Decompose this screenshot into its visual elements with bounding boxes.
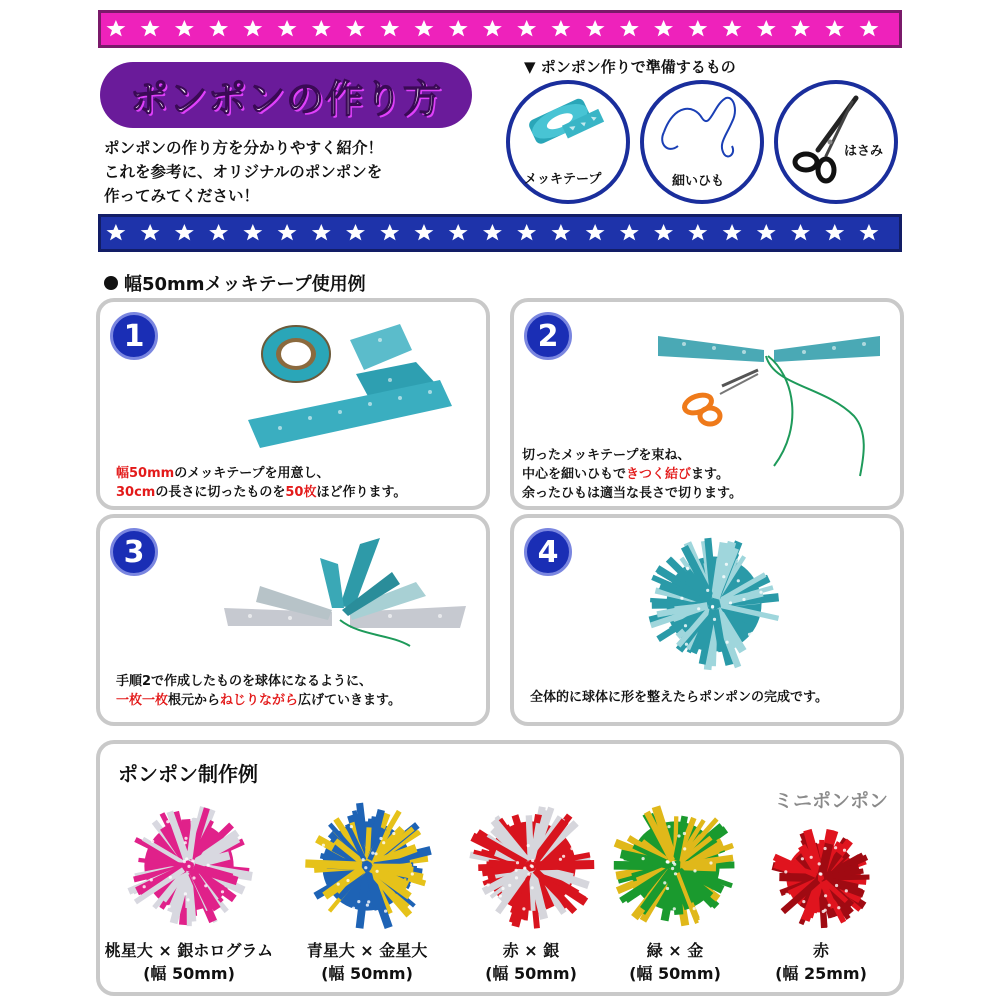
step-number-badge: 2	[524, 312, 572, 360]
section-heading	[104, 270, 366, 296]
step-number-badge: 3	[110, 528, 158, 576]
star-shape	[483, 224, 502, 240]
example-width: (幅 25mm)	[775, 964, 867, 983]
star-shape	[106, 224, 125, 240]
star-shape	[449, 224, 468, 240]
star-shape	[175, 20, 194, 36]
star-shape	[586, 20, 605, 36]
star-shape	[723, 224, 742, 240]
star-shape	[141, 20, 160, 36]
prep-item-label: はさみ	[844, 144, 884, 159]
step-text-segment: 手順2で作成したものを球体になるように、	[116, 674, 373, 689]
step-text-segment: 広げていきます。	[298, 693, 402, 708]
step-card-2	[510, 298, 904, 510]
star-shape	[106, 20, 125, 36]
step-text-line	[530, 688, 828, 707]
example-name: 桃星大 × 銀ホログラム	[104, 941, 274, 960]
star-banner-top	[96, 8, 904, 50]
star-shape	[654, 224, 673, 240]
star-shape	[825, 20, 844, 36]
step-text-line	[116, 483, 406, 502]
page-title: ポンポンの作り方	[129, 76, 442, 121]
star-shape	[243, 224, 262, 240]
step-number-badge: 1	[110, 312, 158, 360]
intro-line: これを参考に、オリジナルのポンポンを	[104, 163, 383, 181]
star-shape	[860, 224, 879, 240]
star-shape	[586, 224, 605, 240]
step-text-segment: ねじりながら	[220, 693, 299, 708]
example-width: (幅 50mm)	[629, 964, 721, 983]
star-shape	[483, 20, 502, 36]
pompom-green-gold	[605, 794, 745, 938]
example-item	[104, 794, 274, 984]
step-card-3	[96, 514, 490, 726]
step-text-segment: の長さに切ったものを	[155, 485, 286, 500]
star-shape	[209, 20, 228, 36]
prep-item-label: メッキテープ	[524, 172, 602, 187]
star-shape	[620, 20, 639, 36]
step-text-segment: 切ったメッキテープを束ね、	[522, 448, 691, 463]
example-name: 赤	[812, 941, 829, 960]
star-shape	[346, 224, 365, 240]
star-shape	[380, 20, 399, 36]
example-item	[590, 794, 760, 984]
example-name: 青星大 × 金星大	[306, 941, 428, 960]
star-shape	[654, 20, 673, 36]
star-shape	[825, 224, 844, 240]
star-shape	[551, 20, 570, 36]
step-text-segment: 余ったひもは適当な長さで切ります。	[522, 486, 742, 501]
star-shape	[312, 20, 331, 36]
step-text-line	[522, 484, 742, 503]
star-shape	[688, 224, 707, 240]
prep-heading: ▼ ポンポン作りで準備するもの	[524, 58, 736, 76]
intro-line: 作ってみてください！	[104, 187, 260, 205]
star-shape	[175, 224, 194, 240]
star-shape	[380, 224, 399, 240]
star-shape	[449, 20, 468, 36]
star-shape	[415, 20, 434, 36]
star-shape	[346, 20, 365, 36]
step-text-segment: 中心を細いひもで	[522, 467, 627, 482]
prep-item-label: 細いひも	[672, 174, 725, 189]
step-text-line	[116, 672, 401, 691]
star-shape	[517, 224, 536, 240]
star-pattern-top	[98, 10, 902, 48]
star-shape	[551, 224, 570, 240]
examples-title: ポンポン制作例	[118, 762, 258, 786]
step-text-segment: 全体的に球体に形を整えたらポンポンの完成です。	[530, 690, 828, 705]
star-shape	[723, 20, 742, 36]
step-text-line	[116, 464, 406, 483]
twist-illustration	[220, 536, 480, 666]
examples-panel	[96, 740, 904, 996]
step-text-line	[116, 691, 401, 710]
page-title-badge	[100, 62, 472, 128]
step-card-4	[510, 514, 904, 726]
star-banner-bottom	[96, 212, 904, 254]
mini-pompom-label: ミニポンポン	[773, 790, 888, 812]
star-shape	[791, 20, 810, 36]
star-shape	[688, 20, 707, 36]
section-heading-text: 幅50mmメッキテープ使用例	[124, 274, 366, 295]
star-shape	[278, 224, 297, 240]
star-shape	[757, 224, 776, 240]
star-shape	[757, 20, 776, 36]
step-text-segment: 一枚一枚	[116, 693, 169, 708]
star-shape	[141, 224, 160, 240]
step-text-segment: 根元から	[168, 693, 221, 708]
step-text-2	[522, 446, 742, 503]
star-shape	[243, 20, 262, 36]
intro-text	[104, 136, 494, 208]
star-shape	[312, 224, 331, 240]
example-name: 緑 × 金	[646, 941, 704, 960]
prep-item-tape	[506, 80, 630, 204]
bullet-icon	[104, 276, 118, 290]
star-shape	[620, 224, 639, 240]
example-width: (幅 50mm)	[321, 964, 413, 983]
finished-pompom-illustration	[632, 528, 796, 678]
step-text-3	[116, 672, 401, 710]
tape-cut-illustration	[240, 310, 480, 460]
star-shape	[415, 224, 434, 240]
example-width: (幅 50mm)	[143, 964, 235, 983]
step-text-segment: のメッキテープを用意し、	[174, 466, 330, 481]
pompom-blue-gold	[297, 794, 437, 938]
pompom-pink-silver	[119, 794, 259, 938]
example-item	[282, 794, 452, 984]
step-text-segment: 50枚	[285, 485, 317, 500]
step-card-1	[96, 298, 490, 510]
example-name: 赤 × 銀	[502, 941, 560, 960]
step-text-line	[522, 465, 742, 484]
star-shape	[517, 20, 536, 36]
star-shape	[278, 20, 297, 36]
example-item	[736, 794, 906, 984]
pompom-mini-red	[751, 794, 891, 938]
step-text-4	[530, 688, 828, 707]
step-text-line	[522, 446, 742, 465]
step-text-segment: きつく結び	[626, 467, 692, 482]
step-number-badge: 4	[524, 528, 572, 576]
star-pattern-bottom	[98, 214, 902, 252]
star-shape	[860, 20, 879, 36]
star-shape	[791, 224, 810, 240]
step-text-segment: 30cm	[116, 485, 156, 500]
star-shape	[209, 224, 228, 240]
intro-line: ポンポンの作り方を分かりやすく紹介！	[104, 139, 384, 157]
step-text-segment: ほど作ります。	[316, 485, 407, 500]
prep-item-scissors	[774, 80, 898, 204]
step-text-segment: 幅50mm	[116, 466, 175, 481]
step-text-segment: ます。	[691, 467, 729, 482]
pompom-red-silver	[461, 794, 601, 938]
example-width: (幅 50mm)	[485, 964, 577, 983]
step-text-1	[116, 464, 406, 502]
prep-item-string	[640, 80, 764, 204]
